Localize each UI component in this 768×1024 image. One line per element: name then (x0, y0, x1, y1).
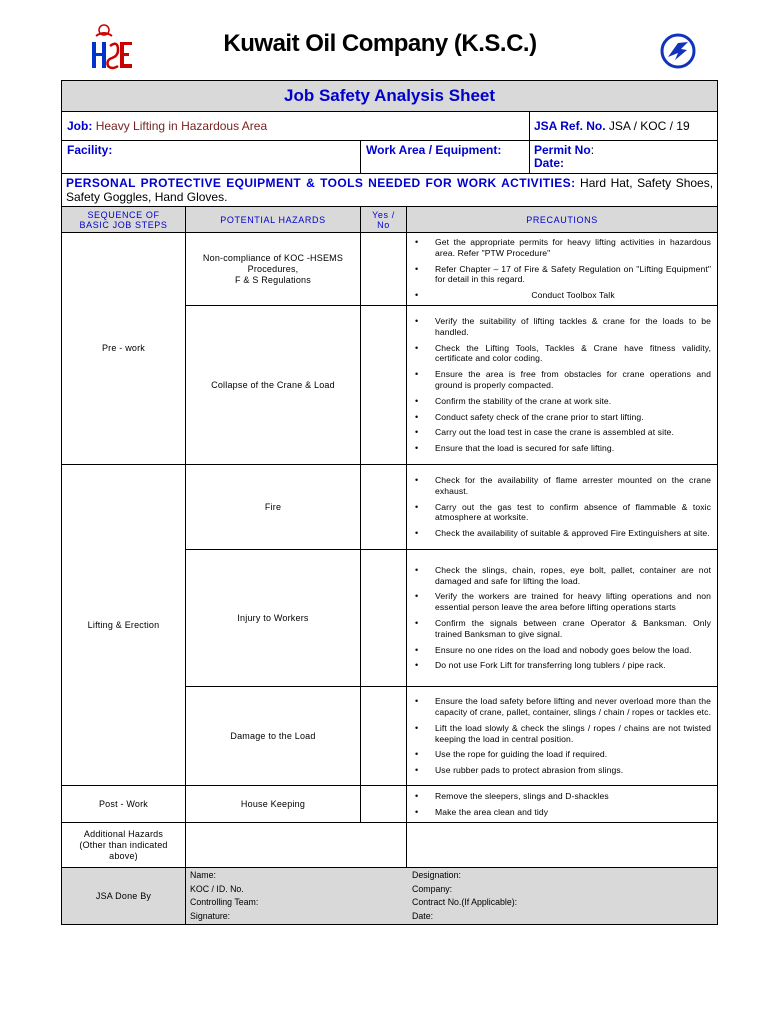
additional-line: Additional Hazards (83, 828, 164, 839)
list-item: • Check for the availability of flame arrester mounted on the crane exhaust. (407, 475, 711, 497)
list-item: • Check the slings, chain, ropes, eye bolt, pallet, container are not damaged and safe for lifting the load. (407, 565, 711, 587)
company-name: Kuwait Oil Company (K.S.C.) (223, 30, 537, 57)
yes-no-cell (361, 786, 407, 823)
list-item: • Ensure the area is free from obstacles for crane operations and ground is properly compacted. (407, 369, 711, 391)
sheet-title: Job Safety Analysis Sheet (62, 81, 718, 112)
precaution-list (407, 313, 717, 457)
list-item: • Do not use Fork Lift for transferring long tublers / pipe rack. (407, 660, 711, 671)
jsa-table (61, 80, 718, 925)
list-item: • Carry out the load test in case the crane is assembled at site. (407, 427, 711, 438)
facility-row (62, 141, 718, 174)
precautions-cell (407, 233, 718, 306)
hazard-cell: House Keeping (186, 786, 361, 823)
step-lifting: Lifting & Erection (62, 465, 186, 786)
list-item: • Ensure that the load is secured for safe lifting. (407, 443, 711, 454)
list-item: • Verify the suitability of lifting tackles & crane for the loads to be handled. (407, 316, 711, 338)
precaution-list (407, 472, 717, 542)
yes-no-cell (361, 465, 407, 550)
precaution-list (407, 562, 717, 674)
yes-no-cell (361, 550, 407, 687)
additional-line: above) (109, 850, 138, 861)
list-item: • Confirm the signals between crane Operator & Banksman. Only trained Banksman to give signal. (407, 618, 711, 640)
additional-hazards-field[interactable] (186, 823, 407, 868)
hazard-text: Non-compliance of KOC -HSEMS (202, 252, 344, 263)
hazard-text: Procedures, (247, 263, 299, 274)
col-yes-line2: No (377, 219, 390, 230)
col-yes-line1: Yes / (372, 209, 395, 220)
ppe-label: PERSONAL PROTECTIVE EQUIPMENT & TOOLS NEEDED FOR WORK ACTIVITIES: (66, 176, 576, 190)
list-item: • Ensure no one rides on the load and nobody goes below the load. (407, 645, 711, 656)
list-item: • Lift the load slowly & check the slings / ropes / chains are not twisted keeping the load in central position. (407, 723, 711, 745)
list-item: • Refer Chapter – 17 of Fire & Safety Regulation on "Lifting Equipment" for detail in this regard. (407, 264, 711, 286)
facility-cell (62, 141, 361, 174)
work-area-label: Work Area / Equipment: (366, 143, 502, 157)
list-item: • Remove the sleepers, slings and D-shackles (407, 791, 711, 802)
list-item: • Confirm the stability of the crane at work site. (407, 396, 711, 407)
table-row (62, 786, 718, 823)
facility-label: Facility: (67, 143, 113, 157)
hazard-cell (186, 233, 361, 306)
job-cell: Job: Heavy Lifting in Hazardous Area (62, 112, 530, 141)
job-label: Job (67, 119, 89, 133)
koc-id-field[interactable]: KOC / ID. No. (190, 883, 244, 894)
team-field[interactable]: Controlling Team: (190, 897, 259, 907)
list-item: • Get the appropriate permits for heavy lifting activities in hazardous area. Refer "PTW Procedure" (407, 237, 711, 259)
list-item: • Conduct safety check of the crane prior to start lifting. (407, 412, 711, 423)
page-header (0, 0, 768, 80)
done-by-grid (186, 868, 717, 924)
koc-emblem-icon (660, 33, 696, 69)
precaution-list (407, 693, 717, 779)
table-row (62, 465, 718, 550)
list-item: • Use rubber pads to protect abrasion from slings. (407, 765, 711, 776)
step-pre-work: Pre - work (62, 233, 186, 465)
step-post-work: Post - Work (62, 786, 186, 823)
col-hazards: POTENTIAL HAZARDS (186, 207, 361, 233)
hazard-cell: Fire (186, 465, 361, 550)
date-label: Date: (534, 156, 565, 170)
hse-logo-icon (86, 22, 134, 72)
precautions-cell (407, 786, 718, 823)
precautions-cell (407, 550, 718, 687)
list-item: • Make the area clean and tidy (407, 807, 711, 818)
precautions-cell (407, 687, 718, 786)
done-by-details (186, 868, 718, 925)
list-item: • Conduct Toolbox Talk (407, 290, 711, 301)
precaution-list (407, 234, 717, 304)
ppe-value: Hard Hat, Safety Shoes, Safety Goggles, Hand Gloves. (66, 176, 714, 204)
yes-no-cell (361, 687, 407, 786)
name-field[interactable]: Name: (190, 870, 216, 880)
title-row (62, 81, 718, 112)
list-item: • Check the Lifting Tools, Tackles & Crane have fitness validity, certificate and color coding. (407, 343, 711, 365)
list-item: • Use the rope for guiding the load if required. (407, 749, 711, 760)
yes-no-cell (361, 306, 407, 465)
date-field[interactable]: Date: (412, 910, 434, 921)
list-item: • Verify the workers are trained for heavy lifting operations and non essential person leave the area before lifting operations starts (407, 591, 711, 613)
additional-precautions-field[interactable] (407, 823, 718, 868)
done-by-row (62, 868, 718, 925)
col-precautions: PRECAUTIONS (407, 207, 718, 233)
yes-no-cell (361, 233, 407, 306)
permit-label: Permit No (534, 143, 591, 157)
jsa-ref-value: JSA / KOC / 19 (608, 118, 690, 133)
additional-line: (Other than indicated (79, 839, 168, 850)
signature-field[interactable]: Signature: (190, 910, 231, 921)
job-value: Heavy Lifting in Hazardous Area (95, 119, 268, 133)
company-field[interactable]: Company: (412, 883, 453, 894)
jsa-ref-label: JSA Ref. No. (534, 118, 606, 133)
col-sequence-line1: SEQUENCE OF (87, 209, 160, 220)
hazard-cell: Collapse of the Crane & Load (186, 306, 361, 465)
work-area-cell (361, 141, 530, 174)
designation-field[interactable]: Designation: (412, 870, 461, 880)
ppe-row (62, 174, 718, 207)
job-row (62, 112, 718, 141)
list-item: • Check the availability of suitable & approved Fire Extinguishers at site. (407, 528, 711, 539)
hazard-cell: Injury to Workers (186, 550, 361, 687)
permit-date-cell: Permit No: Date: (530, 141, 718, 174)
list-item: • Carry out the gas test to confirm absence of flammable & toxic atmosphere at worksite. (407, 502, 711, 524)
precautions-cell (407, 306, 718, 465)
col-sequence (62, 207, 186, 233)
additional-hazards-row (62, 823, 718, 868)
jsa-ref-cell (530, 112, 718, 141)
hazard-text: F & S Regulations (235, 274, 311, 285)
ppe-cell (62, 174, 718, 207)
col-sequence-line2: BASIC JOB STEPS (79, 219, 168, 230)
hazard-cell: Damage to the Load (186, 687, 361, 786)
done-by-label: JSA Done By (62, 868, 186, 925)
column-header-row (62, 207, 718, 233)
col-yes-no (361, 207, 407, 233)
contract-field[interactable]: Contract No.(If Applicable): (412, 897, 518, 907)
table-row (62, 233, 718, 306)
precautions-cell (407, 465, 718, 550)
list-item: • Ensure the load safety before lifting and never overload more than the capacity of crane, pallet, container, slings / chain / ropes or tackles etc. (407, 696, 711, 718)
additional-hazards-label (62, 823, 186, 868)
precaution-list (407, 788, 717, 821)
